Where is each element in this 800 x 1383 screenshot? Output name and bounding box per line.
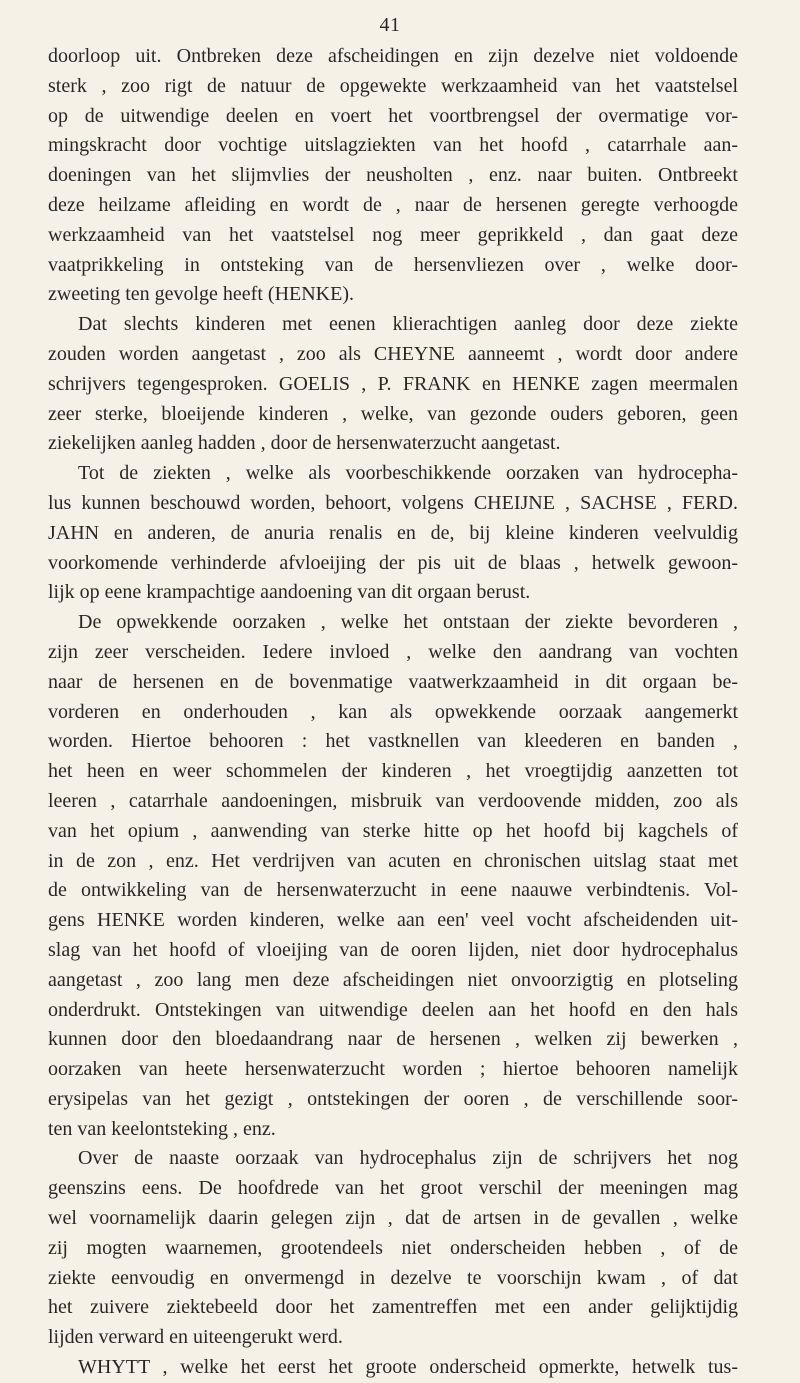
text-line: ten van keelontsteking , enz. xyxy=(48,1117,276,1140)
text-line: geenszins eens. De hoofdrede van het groot verschil der meeningen mag xyxy=(48,1177,738,1200)
text-line: JAHN en anderen, de anuria renalis en de, bij kleine kinderen veelvuldig xyxy=(48,521,738,544)
text-line: wel voornamelijk daarin gelegen zijn , dat de artsen in de gevallen , welke xyxy=(48,1207,738,1230)
text-line: schrijvers tegengesproken. GOELIS , P. FRANK en HENKE zagen meermalen xyxy=(48,372,738,395)
text-line: voorkomende verhinderde afvloeijing der pis uit de blaas , hetwelk gewoon- xyxy=(48,551,738,574)
text-line: mingskracht door vochtige uitslagziekten van het hoofd , catarrhale aan- xyxy=(48,134,738,157)
text-line: naar de hersenen en de bovenmatige vaatwerkzaamheid in dit orgaan be- xyxy=(48,670,738,693)
text-line: WHYTT , welke het eerst het groote onderscheid opmerkte, hetwelk tus- xyxy=(78,1356,738,1379)
text-line: ziekelijken aanleg hadden , door de hersenwaterzucht aangetast. xyxy=(48,432,561,455)
text-line: lijden verward en uiteengerukt werd. xyxy=(48,1326,343,1349)
text-line: ziekte eenvoudig en onvermengd in dezelve te voorschijn kwam , of dat xyxy=(48,1266,738,1289)
text-line: De opwekkende oorzaken , welke het ontstaan der ziekte bevorderen , xyxy=(78,611,738,634)
text-line: kunnen door den bloedaandrang naar de hersenen , welken zij bewerken , xyxy=(48,1028,738,1051)
text-line: vorderen en onderhouden , kan als opwekkende oorzaak aangemerkt xyxy=(48,700,738,723)
text-line: deze heilzame afleiding en wordt de , naar de hersenen geregte verhoogde xyxy=(48,193,738,216)
text-line: lijk op eene krampachtige aandoening van dit orgaan berust. xyxy=(48,581,531,604)
text-line: zeer sterke, bloeijende kinderen , welke, van gezonde ouders geboren, geen xyxy=(48,402,738,425)
text-line: Dat slechts kinderen met eenen klierachtigen aanleg door deze ziekte xyxy=(78,313,738,336)
text-line: zweeting ten gevolge heeft (HENKE). xyxy=(48,283,354,306)
text-line: werkzaamheid van het vaatstelsel nog meer geprikkeld , dan gaat deze xyxy=(48,223,738,246)
text-line: Tot de ziekten , welke als voorbeschikkende oorzaken van hydrocepha- xyxy=(78,462,738,485)
text-line: het zuivere ziektebeeld door het zamentreffen met een ander gelijktijdig xyxy=(48,1296,738,1319)
text-line: slag van het hoofd of vloeijing van de ooren lijden, niet door hydrocephalus xyxy=(48,938,738,961)
body-text xyxy=(48,42,738,1383)
text-line: leeren , catarrhale aandoeningen, misbruik van verdoovende midden, zoo als xyxy=(48,789,738,812)
text-line: in de zon , enz. Het verdrijven van acuten en chronischen uitslag staat met xyxy=(48,849,738,872)
text-line: Over de naaste oorzaak van hydrocephalus zijn de schrijvers het nog xyxy=(78,1147,738,1170)
text-line: het heen en weer schommelen der kinderen , het vroegtijdig aanzetten tot xyxy=(48,760,738,783)
text-line: gens HENKE worden kinderen, welke aan een' veel vocht afscheidenden uit- xyxy=(48,909,738,932)
page-number: 41 xyxy=(379,14,401,36)
text-line: erysipelas van het gezigt , ontstekingen der ooren , de verschillende soor- xyxy=(48,1087,738,1110)
text-line: zij mogten waarnemen, grootendeels niet onderscheiden hebben , of de xyxy=(48,1236,738,1259)
text-line: zijn zeer verscheiden. Iedere invloed , welke den aandrang van vochten xyxy=(48,640,738,663)
text-line: oorzaken van heete hersenwaterzucht worden ; hiertoe behooren namelijk xyxy=(48,1058,738,1081)
text-line: vaatprikkeling in ontsteking van de hersenvliezen over , welke door- xyxy=(48,253,738,276)
text-line: op de uitwendige deelen en voert het voortbrengsel der overmatige vor- xyxy=(48,104,738,127)
text-line: worden. Hiertoe behooren : het vastknellen van kleederen en banden , xyxy=(48,730,738,753)
text-line: aangetast , zoo lang men deze afscheidingen niet onvoorzigtig en plotseling xyxy=(48,968,738,991)
text-line: sterk , zoo rigt de natuur de opgewekte werkzaamheid van het vaatstelsel xyxy=(48,74,738,97)
text-line: onderdrukt. Ontstekingen van uitwendige deelen aan het hoofd en den hals xyxy=(48,998,738,1021)
text-line: doorloop uit. Ontbreken deze afscheidingen en zijn dezelve niet voldoende xyxy=(48,45,738,67)
text-line: lus kunnen beschouwd worden, behoort, volgens CHEIJNE , SACHSE , FERD. xyxy=(48,491,738,514)
text-line: van het opium , aanwending van sterke hitte op het hoofd bij kagchels of xyxy=(48,819,738,842)
text-line: doeningen van het slijmvlies der neusholten , enz. naar buiten. Ontbreekt xyxy=(48,164,738,187)
text-line: zouden worden aangetast , zoo als CHEYNE aanneemt , wordt door andere xyxy=(48,342,738,365)
text-line: de ontwikkeling van de hersenwaterzucht in eene naauwe verbindtenis. Vol- xyxy=(48,879,738,902)
